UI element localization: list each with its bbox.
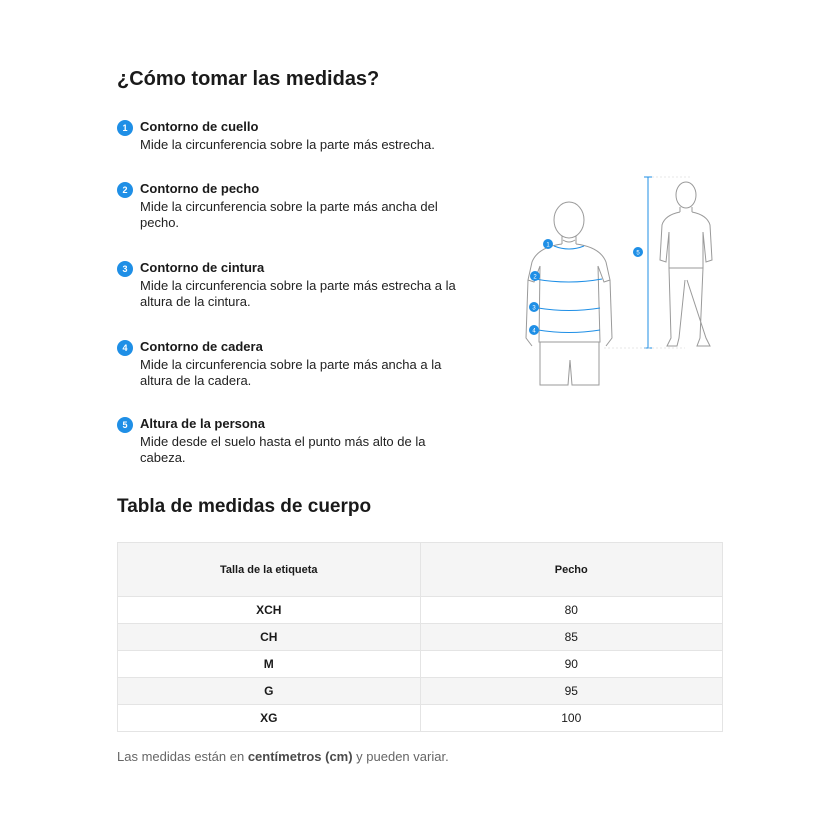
table-row bbox=[118, 678, 723, 705]
table-row bbox=[118, 651, 723, 678]
marker-3-label: 3 bbox=[532, 305, 536, 312]
step-description: Mide la circunferencia sobre la parte más estrecha. bbox=[140, 137, 435, 152]
chest-cell: 90 bbox=[420, 651, 723, 678]
footnote-text-before: Las medidas están en bbox=[117, 749, 248, 764]
step-number-badge: 2 bbox=[117, 182, 133, 198]
step-number-badge: 1 bbox=[117, 120, 133, 136]
marker-1-label: 1 bbox=[546, 242, 550, 249]
step-name: Contorno de cuello bbox=[140, 119, 259, 134]
size-cell: M bbox=[118, 651, 421, 678]
size-table bbox=[117, 542, 723, 732]
step-description: Mide desde el suelo hasta el punto más alto de la cabeza. bbox=[140, 434, 426, 465]
step-name: Altura de la persona bbox=[140, 416, 265, 431]
chest-cell: 100 bbox=[420, 705, 723, 732]
marker-4-label: 4 bbox=[532, 328, 536, 335]
step-description: Mide la circunferencia sobre la parte más estrecha a la altura de la cintura. bbox=[140, 278, 456, 309]
column-header-size: Talla de la etiqueta bbox=[118, 543, 421, 597]
step-name: Contorno de cadera bbox=[140, 339, 263, 354]
page-title: ¿Cómo tomar las medidas? bbox=[117, 68, 380, 90]
step-name: Contorno de pecho bbox=[140, 181, 260, 196]
size-cell: G bbox=[118, 678, 421, 705]
measurement-illustration bbox=[520, 170, 720, 390]
step-number-badge: 3 bbox=[117, 261, 133, 277]
side-figure-icon bbox=[660, 182, 712, 346]
step-description: Mide la circunferencia sobre la parte más ancha del pecho. bbox=[140, 199, 438, 230]
size-cell: XCH bbox=[118, 597, 421, 624]
table-header-row bbox=[118, 543, 723, 597]
step-number-badge: 4 bbox=[117, 340, 133, 356]
footnote-text-after: y pueden variar. bbox=[352, 749, 449, 764]
marker-5-label: 5 bbox=[636, 250, 640, 257]
step-description: Mide la circunferencia sobre la parte más ancha a la altura de la cadera. bbox=[140, 357, 442, 388]
chest-cell: 85 bbox=[420, 624, 723, 651]
table-row bbox=[118, 705, 723, 732]
chest-cell: 95 bbox=[420, 678, 723, 705]
table-row bbox=[118, 624, 723, 651]
size-cell: XG bbox=[118, 705, 421, 732]
front-figure-icon bbox=[526, 202, 612, 385]
footnote-units: centímetros (cm) bbox=[247, 749, 353, 764]
marker-2-label: 2 bbox=[533, 274, 537, 281]
step-name: Contorno de cintura bbox=[140, 260, 265, 275]
chest-cell: 80 bbox=[420, 597, 723, 624]
step-number-badge: 5 bbox=[117, 417, 133, 433]
units-footnote bbox=[117, 749, 449, 764]
table-title: Tabla de medidas de cuerpo bbox=[117, 496, 372, 517]
column-header-chest: Pecho bbox=[420, 543, 723, 597]
measurement-lines bbox=[535, 177, 652, 348]
marker-badges bbox=[529, 239, 643, 335]
size-cell: CH bbox=[118, 624, 421, 651]
table-row bbox=[118, 597, 723, 624]
